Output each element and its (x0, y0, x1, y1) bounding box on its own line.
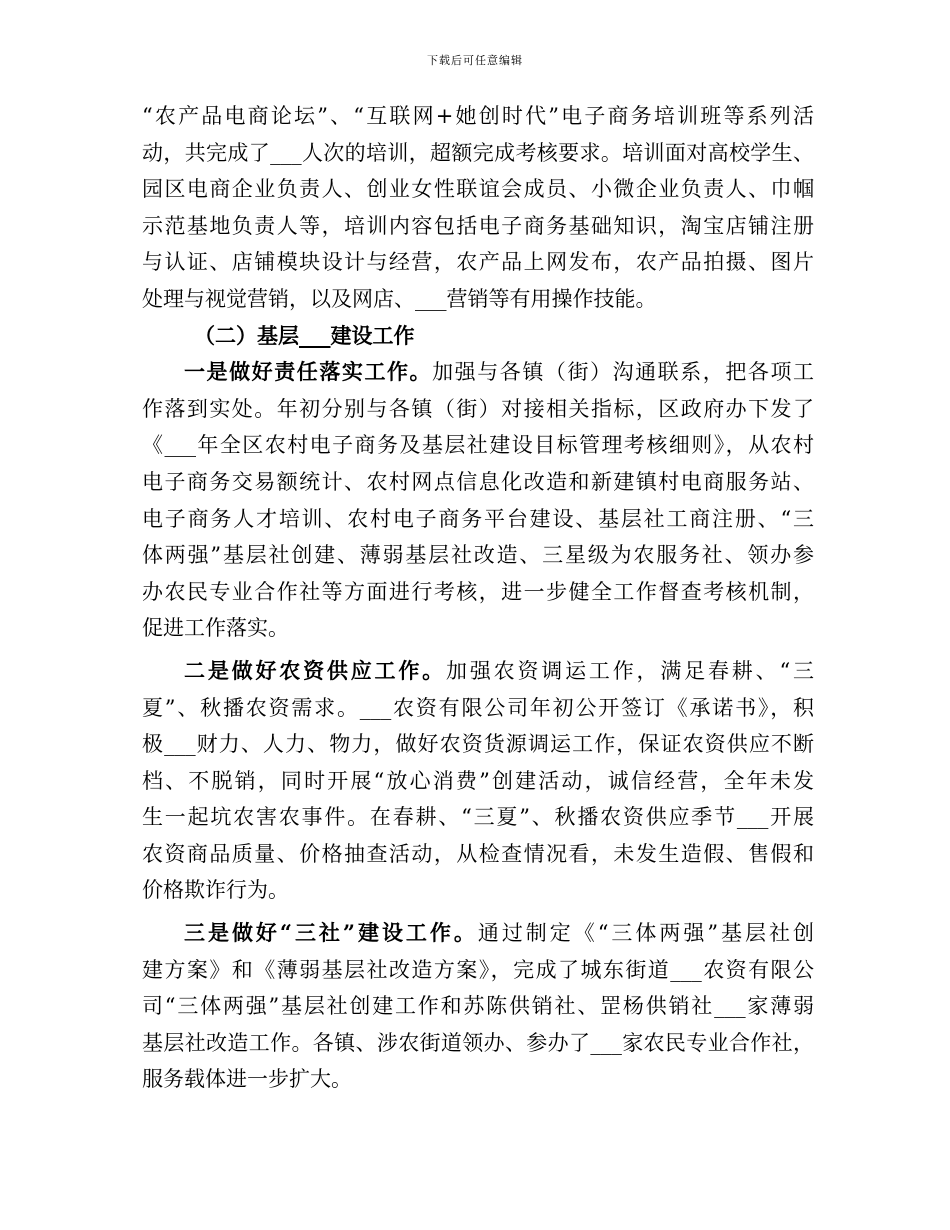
text-line: 农资商品质量、价格抽查活动，从检查情况看，未发生造假、售假和 (142, 841, 814, 866)
text-line: 极___财力、人力、物力，做好农资货源调运工作，保证农资供应不断 (142, 732, 814, 757)
paragraph-text: 加强与各镇（街）沟通联系，把各项工 (432, 360, 815, 385)
paragraph-text: 通过制定《“三体两强”基层社创 (477, 921, 814, 946)
text-line: 办农民专业合作社等方面进行考核，进一步健全工作督查考核机制， (142, 579, 814, 604)
text-line: 促进工作落实。 (142, 616, 289, 641)
text-line: 档、不脱销，同时开展“放心消费”创建活动，诚信经营，全年未发 (142, 768, 814, 793)
text-line: 处理与视觉营销，以及网店、___营销等有用操作技能。 (142, 286, 657, 311)
text-line: 《___年全区农村电子商务及基层社建设目标管理考核细则》，从农村 (142, 433, 814, 458)
text-line: 电子商务交易额统计、农村网点信息化改造和新建镇村电商服务站、 (142, 469, 814, 494)
text-line: 作落到实处。年初分别与各镇（街）对接相关指标，区政府办下发了 (142, 396, 814, 421)
text-line: 体两强”基层社创建、薄弱基层社改造、三星级为农服务社、领办参 (142, 543, 814, 568)
paragraph-text: 加强农资调运工作，满足春耕、“三 (446, 658, 814, 683)
paragraph-lead: 三是做好“三社”建设工作。 (184, 920, 478, 946)
text-line: 示范基地负责人等，培训内容包括电子商务基础知识，淘宝店铺注册 (142, 213, 814, 238)
page-header: 下载后可任意编辑 (427, 54, 523, 67)
text-line: 动，共完成了___人次的培训，超额完成考核要求。培训面对高校学生、 (142, 140, 814, 165)
section-heading: （二）基层___建设工作 (194, 322, 415, 348)
text-line: 价格欺诈行为。 (142, 878, 289, 903)
text-line: “农产品电商论坛”、“互联网+她创时代”电子商务培训班等系列活 (142, 104, 814, 128)
text-line: 园区电商企业负责人、创业女性联谊会成员、小微企业负责人、巾帼 (142, 177, 814, 202)
text-line: 与认证、店铺模块设计与经营，农产品上网发布，农产品拍摄、图片 (142, 250, 814, 275)
paragraph-three-societies (142, 915, 814, 1098)
text-line: 生一起坑农害农事件。在春耕、“三夏”、秋播农资供应季节___开展 (142, 805, 814, 830)
text-line: 建方案》和《薄弱基层社改造方案》，完成了城东街道___农资有限公 (142, 957, 814, 982)
document-body (142, 98, 814, 1098)
paragraph-training (142, 98, 814, 318)
paragraph-lead: 一是做好责任落实工作。 (184, 359, 433, 385)
text-line: 电子商务人才培训、农村电子商务平台建设、基层社工商注册、“三 (142, 506, 814, 531)
text-line (142, 653, 814, 690)
paragraph-supply (142, 653, 814, 909)
text-line (142, 915, 814, 952)
text-line: 服务载体进一步扩大。 (142, 1067, 352, 1092)
text-line: 夏”、秋播农资需求。___农资有限公司年初公开签订《承诺书》，积 (142, 695, 814, 720)
paragraph-lead: 二是做好农资供应工作。 (184, 657, 446, 683)
text-line: 基层社改造工作。各镇、涉农街道领办、参办了___家农民专业合作社， (142, 1030, 814, 1055)
text-line: 司“三体两强”基层社创建工作和苏陈供销社、罡杨供销社___家薄弱 (142, 994, 814, 1019)
text-line (142, 354, 814, 391)
paragraph-responsibility (142, 354, 814, 647)
